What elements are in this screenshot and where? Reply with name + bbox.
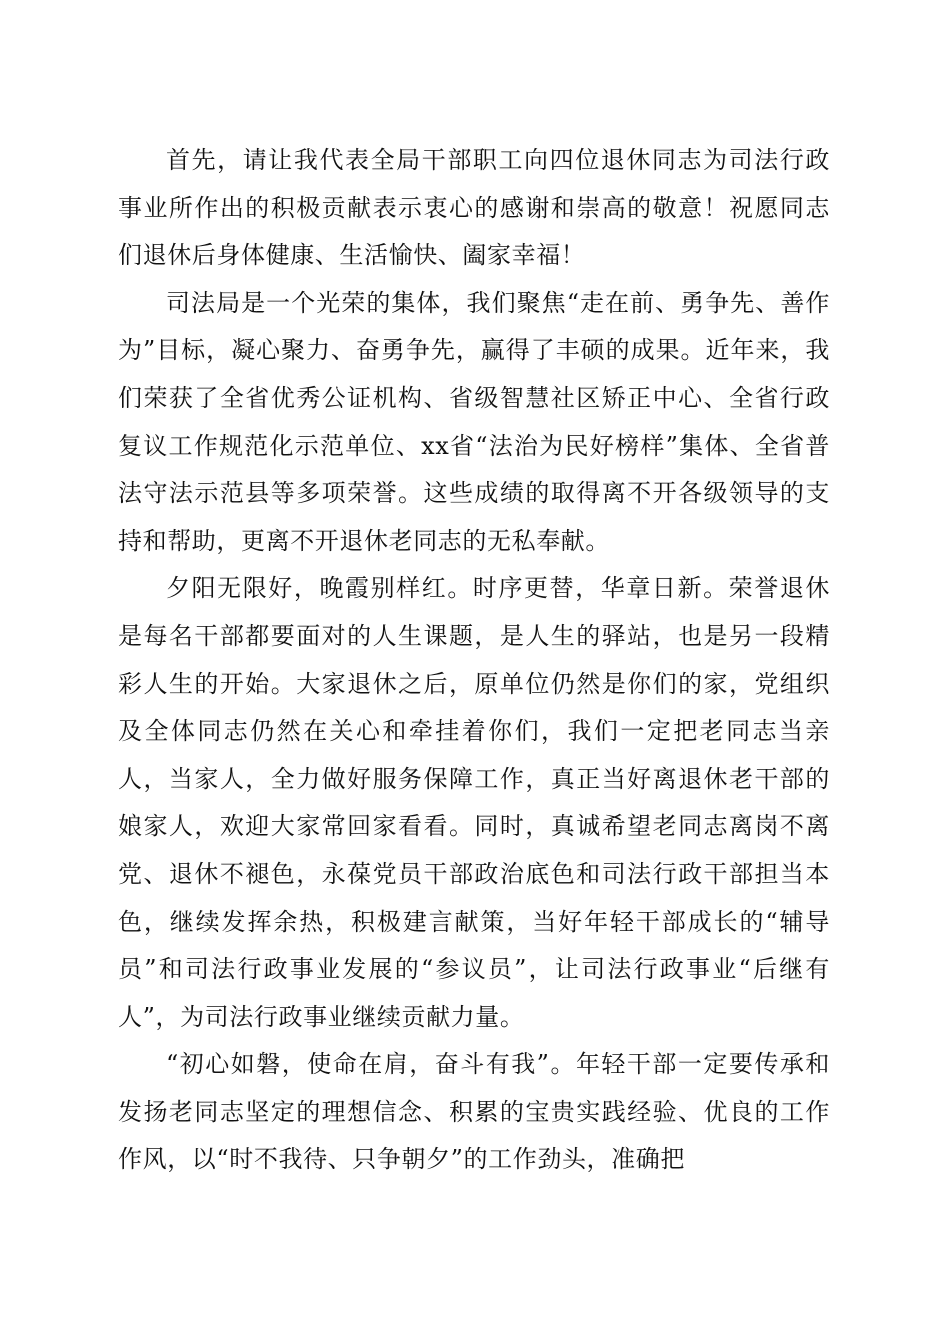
paragraph-young-cadres: “初心如磐，使命在肩，奋斗有我”。年轻干部一定要传承和发扬老同志坚定的理想信念、积累的宝贵实践经验、优良的工作作风，以“时不我待、只争朝夕”的工作劲头，准确把 (118, 1050, 830, 1174)
paragraph-retirement: 夕阳无限好，晚霞别样红。时序更替，华章日新。荣誉退休是每名干部都要面对的人生课题，是人生的驿站，也是另一段精彩人生的开始。大家退休之后，原单位仍然是你们的家，党组织及全体同志仍然在关心和牵挂着你们，我们一定把老同志当亲人，当家人，全力做好服务保障工作，真正当好离退休老干部的娘家人，欢迎大家常回家看看。同时，真诚希望老同志离岗不离党、退休不褪色，永葆党员干部政治底色和司法行政干部担当本色，继续发挥余热，积极建言献策，当好年轻干部成长的“辅导员”和司法行政事业发展的“参议员”，让司法行政事业“后继有人”，为司法行政事业继续贡献力量。 (118, 574, 830, 1031)
paragraph-achievements: 司法局是一个光荣的集体，我们聚焦“走在前、勇争先、善作为”目标，凝心聚力、奋勇争先，赢得了丰硕的成果。近年来，我们荣获了全省优秀公证机构、省级智慧社区矫正中心、全省行政复议工作规范化示范单位、xx省“法治为民好榜样”集体、全省普法守法示范县等多项荣誉。这些成绩的取得离不开各级领导的支持和帮助，更离不开退休老同志的无私奉献。 (118, 288, 830, 555)
document-body (118, 137, 830, 1184)
paragraph-gratitude: 首先，请让我代表全局干部职工向四位退休同志为司法行政事业所作出的积极贡献表示衷心的感谢和崇高的敬意！祝愿同志们退休后身体健康、生活愉快、阖家幸福！ (118, 146, 830, 270)
